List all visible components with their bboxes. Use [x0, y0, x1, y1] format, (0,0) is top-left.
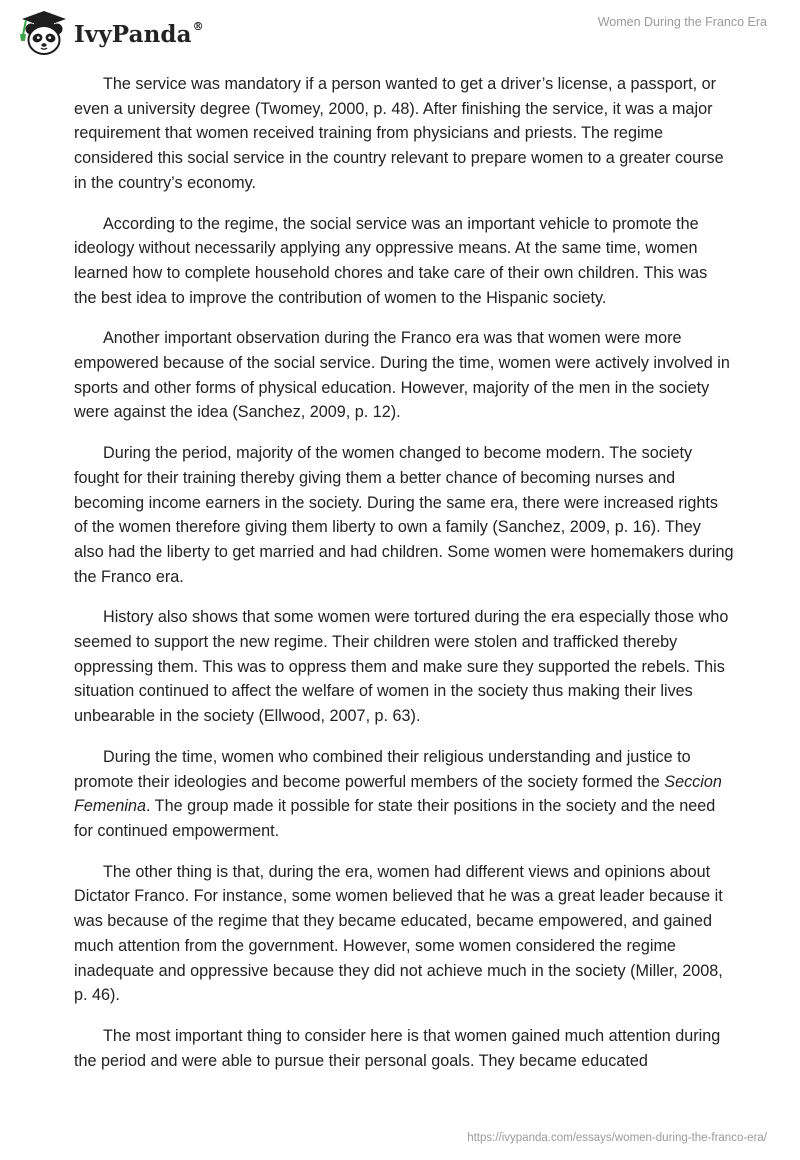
essay-body [74, 72, 734, 1089]
ivypanda-logo[interactable] [14, 8, 204, 58]
source-url[interactable]: https://ivypanda.com/essays/women-during-the-franco-era/ [467, 1132, 767, 1144]
paragraph-text: . The group made it possible for state their positions in the society and the need for continued empowerment. [74, 797, 716, 840]
paragraph: The other thing is that, during the era, women had different views and opinions about Dictator Franco. For instance, some women believed that he was a great leader because it was because of the regime that they became educated, became empowered, and gained much attention from the government. However, some women considered the regime inadequate and oppressive because they did not achieve much in the society (Miller, 2008, p. 46). [74, 862, 723, 1005]
panda-graduate-icon [14, 8, 72, 58]
paragraph: History also shows that some women were tortured during the era especially those who seemed to support the new regime. Their children were stolen and trafficked thereby oppressing them. This was to oppress them and make sure they supported the rebels. This situation continued to affect the welfare of women in the society thus making their lives unbearable in the society (Ellwood, 2007, p. 63). [74, 608, 729, 726]
page-header [0, 0, 800, 64]
paragraph: During the period, majority of the women changed to become modern. The society fought for their training thereby giving them a better chance of becoming nurses and becoming income earners in the society. During the same era, there were increased rights of the women therefore giving them liberty to own a family (Sanchez, 2009, p. 16). They also had the liberty to get married and had children. Some women were homemakers during the Franco era. [74, 444, 734, 586]
paragraph: According to the regime, the social service was an important vehicle to promote the ideology without necessarily applying any oppressive means. At the same time, women learned how to complete household chores and take care of their own children. This was the best idea to improve the contribution of women to the Hispanic society. [74, 214, 708, 307]
paragraph-text: During the time, women who combined their religious understanding and justice to promote their ideologies and become powerful members of the society formed the [74, 747, 691, 791]
paragraph: The service was mandatory if a person wanted to get a driver’s license, a passport, or even a university degree (Twomey, 2000, p. 48). After finishing the service, it was a major requirement that women received training from physicians and priests. The regime considered this social service in the country relevant to prepare women to a greater course in the country’s economy. [74, 75, 724, 192]
paragraph: Another important observation during the Franco era was that women were more empowered because of the social service. During the time, women were actively involved in sports and other forms of physical education. However, majority of the men in the society were against the idea (Sanchez, 2009, p. 12). [74, 329, 730, 422]
document-title: Women During the Franco Era [597, 15, 767, 29]
paragraph [74, 745, 734, 844]
logo-wordmark: IvyPanda® [74, 19, 204, 48]
paragraph: The most important thing to consider here is that women gained much attention during the period and were able to pursue their personal goals. They became educated [74, 1026, 721, 1070]
italic-term: Seccion Femenina [74, 772, 722, 816]
